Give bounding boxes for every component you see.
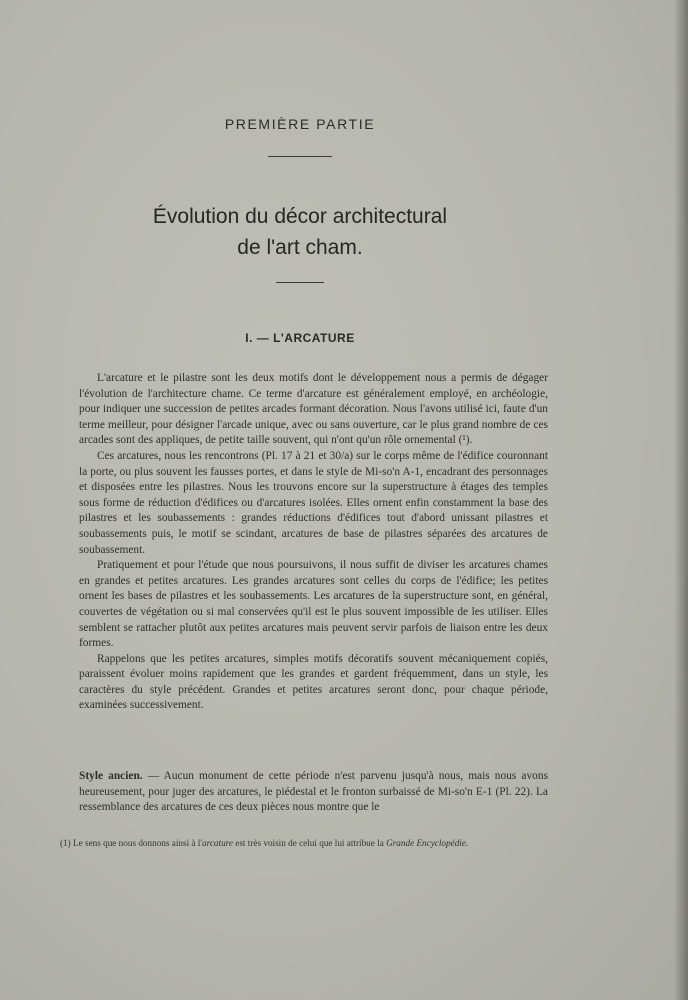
chapter-title-line-2: de l'art cham. <box>237 236 363 259</box>
footnote-text-before: Le sens que nous donnons ainsi à l' <box>73 838 203 848</box>
title-divider <box>276 282 324 283</box>
footnote-source: Grande Encyclopédie <box>386 838 466 848</box>
page-edge-shadow <box>674 0 688 1000</box>
footnote-text-after: . <box>465 838 469 848</box>
paragraph: Ces arcatures, nous les rencontrons (Pl. 17 à 21 et 30/a) sur le corps même de l'édifice couronnant la porte, ou plus souvent les fausses portes, et dans le style de Mi-so'n A-1, encadrant des personnages et disposées entre les pilastres. Nous les trouvons encore sur la superstructure à étages des temples sous forme de réduction d'édifices ou d'arcatures isolées. Elles ornent enfin constamment la base des pilastres et les soubassements : grandes réductions d'édifices tout d'abord unissant pilastres et soubassements puis, le motif se scindant, arcatures de base de pilastres séparées des arcatures de soubassement. <box>79 449 548 556</box>
paragraph: Pratiquement et pour l'étude que nous poursuivons, il nous suffit de diviser les arcatures chames en grandes et petites arcatures. Les grandes arcatures sont celles du corps de l'édifice; les petites ornent les bases de pilastres et les soubassements. Les arcatures de la superstructure sont, en général, couvertes de végétation ou si mal conservées qu'il est le plus souvent impossible de les utiliser. Elles semblent se rattacher plutôt aux petites arcatures mais peuvent servir parfois de liaison entre les deux formes. <box>79 559 548 650</box>
footnote <box>60 837 548 850</box>
part-heading: PREMIÈRE PARTIE <box>224 116 376 132</box>
body-text <box>79 371 548 714</box>
style-text: — Aucun monument de cette période n'est parvenu jusqu'à nous, mais nous avons heureusement, pour juger des arcatures, le piédestal et le fronton surbaissé de Mi-so'n E-1 (Pl. 22). La ressemblance des arcatures de ces deux pièces nous montre que le <box>79 770 549 814</box>
chapter-title-line-1: Évolution du décor architectural <box>152 205 448 228</box>
paragraph: Rappelons que les petites arcatures, simples motifs décoratifs souvent mécaniquement copiés, paraissent évoluer moins rapidement que les grandes et gardent fréquemment, dans un style, les caractères du style précédent. Grandes et petites arcatures seront donc, pour chaque période, examinées successivement. <box>79 652 548 712</box>
style-lead: Style ancien. <box>79 770 143 782</box>
chapter-title <box>0 201 600 263</box>
style-paragraph <box>79 769 548 816</box>
footnote-mark: (1) <box>60 838 71 848</box>
part-divider <box>268 156 332 157</box>
style-ancien-section <box>79 769 548 816</box>
paragraph: L'arcature et le pilastre sont les deux motifs dont le développement nous a permis de dégager l'évolution de l'architecture chame. Ce terme d'arcature est généralement employé, en archéologie, pour indiquer une succession de petites arcades formant décoration. Nous l'avons utilisé ici, faute d'un terme meilleur, pour désigner l'arcade unique, avec ou sans ouverture, car le plus grand nombre de ces arcades sont des appliques, de petite taille souvent, qui n'ont qu'un rôle ornemental (¹). <box>79 372 548 447</box>
section-heading: I. — L'ARCATURE <box>245 331 355 345</box>
footnote-text-middle: est très voisin de celui que lui attribue la <box>232 838 387 848</box>
footnote-italic-word: arcature <box>202 838 233 848</box>
